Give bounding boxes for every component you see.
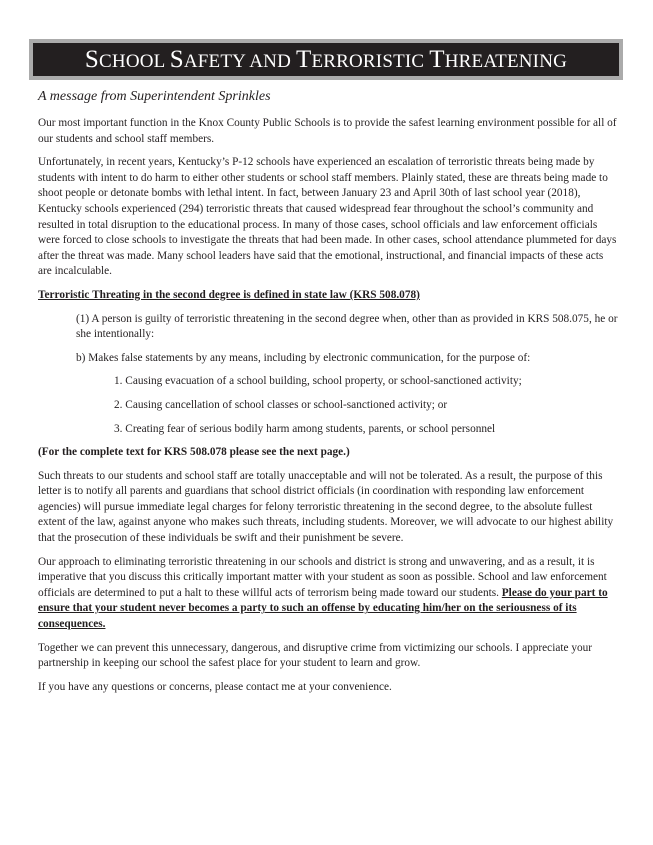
title-initial: S <box>169 45 184 73</box>
law-item: 3. Creating fear of serious bodily harm among students, parents, or school personnel <box>114 422 496 435</box>
law-heading: Terroristic Threating in the second degree is defined in state law (KRS 508.078) <box>38 288 420 301</box>
subtitle: A message from Superintendent Sprinkles <box>38 89 271 104</box>
title-word: AFETY AND <box>183 50 296 72</box>
title-word: CHOOL <box>99 50 170 72</box>
page-title <box>85 46 567 74</box>
law-item: 1. Causing evacuation of a school building, school property, or school-sanctioned activity; <box>114 375 522 388</box>
letter-body <box>38 89 618 703</box>
approach-text: Our approach to eliminating terroristic threatening in our schools and district is strong and unwavering, and as a result, it is imperative that you discuss this critically important matter with your student as soon as possible. School and law enforcement officials are determined to put a halt to these willful acts of terrorism being made toward our students. <box>38 555 607 599</box>
title-initial: T <box>295 45 312 73</box>
title-banner-inner <box>33 43 619 76</box>
consequences-paragraph: Such threats to our students and school staff are totally unacceptable and will not be tolerated. As a result, the purpose of this letter is to notify all parents and guardians that school district officials (in coordination with responding law enforcement agencies) will pursue immediate legal charges for felony terroristic threatening in the second degree, to the absolute fullest extent of the law, against anyone who makes such threats, including students. Moreover, we will advocate to our highest ability that the prosecution of these individuals be swift and their punishment be severe. <box>38 469 614 545</box>
title-word: HREATENING <box>444 50 568 72</box>
law-clause-b: b) Makes false statements by any means, including by electronic communication, for the purpose of: <box>76 351 531 364</box>
law-item: 2. Causing cancellation of school classes or school-sanctioned activity; or <box>114 398 448 411</box>
title-word: ERRORISTIC <box>311 50 430 72</box>
contact-paragraph: If you have any questions or concerns, please contact me at your convenience. <box>38 680 392 693</box>
approach-emphasis: Please do your part to ensure that your student never becomes a party to such an offense by educating him/her on the seriousness of its consequences. <box>38 586 608 631</box>
title-banner <box>29 39 623 80</box>
law-note: (For the complete text for KRS 508.078 please see the next page.) <box>38 446 350 459</box>
approach-paragraph <box>38 555 618 633</box>
context-paragraph: Unfortunately, in recent years, Kentucky’s P-12 schools have experienced an escalation of terroristic threats being made by students with intent to do harm to either other students or school staff members. Plainly stated, these are threats being made to shoot people or detonate bombs with lethal intent. In fact, between January 23 and April 30th of last school year (2018), Kentucky schools experienced (294) terroristic threats that caused widespread fear throughout the school’s community and resulted in total disruption to the educational process. In many of those cases, school officials and law enforcement officials were forced to close schools to investigate the threats that had been made. In other cases, school attendance plummeted for days after the threat was made. Many school leaders have said that the emotional, instructional, and financial impacts of these acts are incalculable. <box>38 156 617 278</box>
title-initial: T <box>429 45 445 73</box>
title-initial: S <box>84 45 100 73</box>
intro-paragraph: Our most important function in the Knox County Public Schools is to provide the safest learning environment possible for all of our students and school staff members. <box>38 117 617 145</box>
partnership-paragraph: Together we can prevent this unnecessary, dangerous, and disruptive crime from victimizing our schools. I appreciate your partnership in keeping our school the safest place for your student to learn and grow. <box>38 641 593 670</box>
law-clause-1: (1) A person is guilty of terroristic threatening in the second degree when, other than as provided in KRS 508.075, he or she intentionally: <box>76 312 618 341</box>
